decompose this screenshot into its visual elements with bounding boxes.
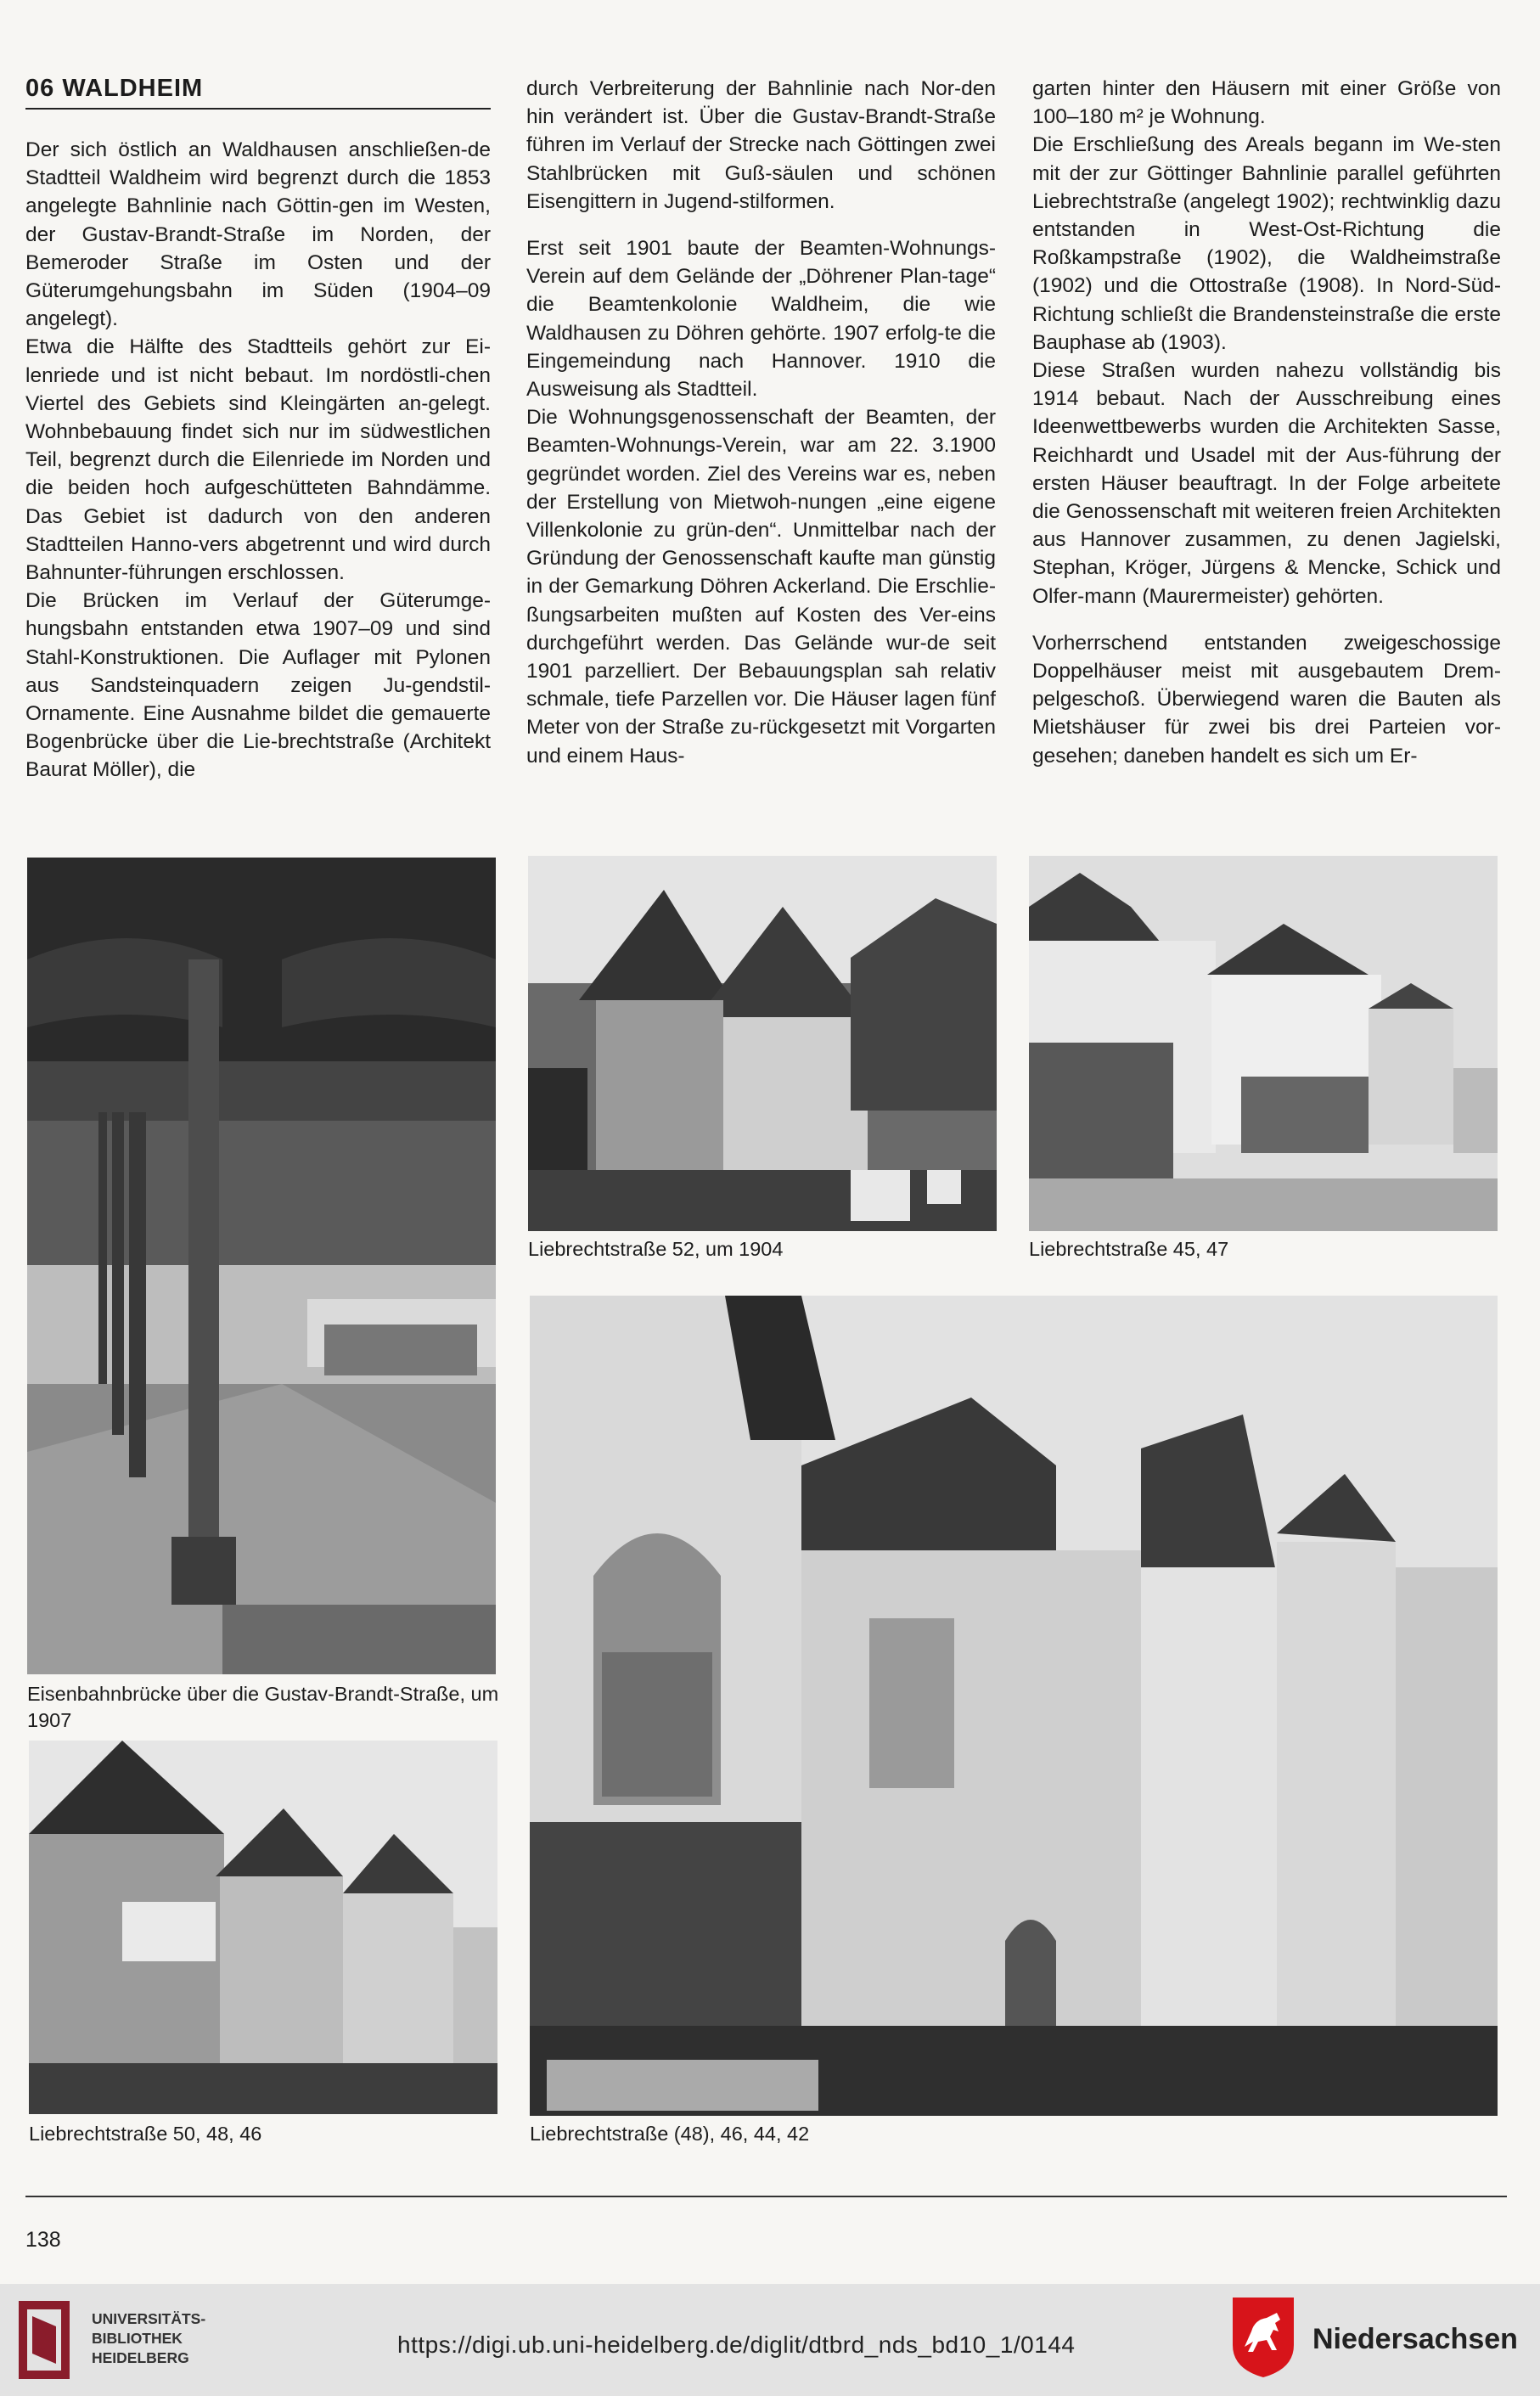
liebrechtstrasse-48-42-caption: Liebrechtstraße (48), 46, 44, 42 — [530, 2123, 810, 2145]
liebrechtstrasse-48-42-photo — [530, 1296, 1498, 2116]
text-column-1 — [25, 136, 491, 785]
text-column-3 — [1032, 75, 1501, 770]
ub-heidelberg-logo-icon — [17, 2299, 71, 2381]
footer-rule — [25, 2196, 1507, 2197]
paragraph: Vorherrschend entstanden zweigeschossige Doppelhäuser meist mit ausgebautem Drem-pelgeschoß. Überwiegend waren die Bauten als Mietshäuser für zwei bis drei Parteien vor-gesehen; daneben handelt es sich um Er- — [1032, 631, 1501, 768]
paragraph: Etwa die Hälfte des Stadtteils gehört zur Ei-lenriede und ist nicht bebaut. Im nordöstli-chen Viertel des Gebiets sind Kleingärten an-gelegt. Wohnbebauung findet sich nur im südwestlichen Teil, begrenzt durch die Eilenriede im Norden und die beiden hoch aufgeschütteten Bahndämme. Das Gebiet ist dadurch von den anderen Stadtteilen Hanno-vers abgetrennt und wird durch Bahnunter-führungen erschlossen. — [25, 335, 491, 585]
paragraph: Der sich östlich an Waldhausen anschließen-de Stadtteil Waldheim wird begrenzt durch die 1853 angelegte Bahnlinie nach Göttin-gen im Westen, der Gustav-Brandt-Straße im Norden, der Bemeroder Straße im Osten und der Güterumgehungsbahn im Süden (1904–09 angelegt). — [25, 138, 491, 331]
liebrechtstrasse-45-47-photo — [1029, 856, 1498, 1231]
liebrechtstrasse-45-47-caption: Liebrechtstraße 45, 47 — [1029, 1238, 1229, 1260]
liebrechtstrasse-52-caption: Liebrechtstraße 52, um 1904 — [528, 1238, 784, 1260]
section-title: 06 WALDHEIM — [25, 75, 491, 110]
paragraph: Diese Straßen wurden nahezu vollständig bis 1914 bebaut. Nach der Ausschreibung eines Ideenwettbewerbs wurden die Architekten Sasse, Reichhardt und Usadel mit der Aus-führung der ersten Häuser beauftragt. In der Folge arbeitete die Genossenschaft mit weiteren freien Architekten aus Hannover zusammen, zu denen Jagielski, Stephan, Kröger, Jürgens & Mencke, Schick und Olfer-mann (Maurermeister) gehörten. — [1032, 359, 1501, 608]
liebrechtstrasse-50-48-46-photo — [29, 1741, 497, 2114]
bridge-caption: Eisenbahnbrücke über die Gustav-Brandt-Straße, um 1907 — [27, 1683, 499, 1731]
liebrechtstrasse-52-photo — [528, 856, 997, 1231]
paragraph: Die Wohnungsgenossenschaft der Beamten, der Beamten-Wohnungs-Verein, war am 22. 3.1900 gegründet worden. Ziel des Vereins war es, neben der Erstellung von Mietwoh-nungen „eine eigene Villenkolonie zu grün-den“. Unmittelbar nach der Gründung der Genossenschaft kaufte man günstig in der Gemarkung Döhren Ackerland. Die Erschlie-ßungsarbeiten mußten auf Kosten des Ver-eins durchgeführt werden. Das Gelände wur-de seit 1901 parzelliert. Der Bebauungsplan sah relativ schmale, tiefe Parzellen vor. Die Häuser lagen fünf Meter von der Straße zu-rückgesetzt mit Vorgarten und einem Haus- — [526, 406, 996, 768]
bridge-photo — [27, 858, 496, 1674]
document-url[interactable]: https://digi.ub.uni-heidelberg.de/diglit/dtbrd_nds_bd10_1/0144 — [397, 2331, 1076, 2358]
liebrechtstrasse-50-48-46-caption: Liebrechtstraße 50, 48, 46 — [29, 2123, 262, 2145]
page-number: 138 — [25, 2228, 61, 2252]
paragraph: Die Brücken im Verlauf der Güterumge-hungsbahn entstanden etwa 1907–09 und sind Stahl-Konstruktionen. Die Auflager mit Pylonen aus Sandsteinquadern zeigen Ju-gendstil-Ornamente. Eine Ausnahme bildet die gemauerte Bogenbrücke über die Lie-brechtstraße (Architekt Baurat Möller), die — [25, 589, 491, 782]
niedersachsen-label[interactable]: Niedersachsen — [1312, 2323, 1518, 2355]
paragraph: Die Erschließung des Areals begann im We-sten mit der zur Göttinger Bahnlinie parallel geführten Liebrechtstraße (angelegt 1902); rechtwinklig dazu entstanden in West-Ost-Richtung die Roßkampstraße (1902), die Waldheimstraße (1902) und die Ottostraße (1908). In Nord-Süd-Richtung schließt die Brandensteinstraße die erste Bauphase ab (1903). — [1032, 133, 1501, 354]
niedersachsen-horse-logo-icon — [1229, 2294, 1297, 2379]
library-name[interactable]: UNIVERSITÄTS- BIBLIOTHEK HEIDELBERG — [92, 2310, 206, 2366]
paragraph: garten hinter den Häusern mit einer Größe von 100–180 m² je Wohnung. — [1032, 77, 1501, 129]
text-column-2 — [526, 75, 996, 770]
paragraph: Erst seit 1901 baute der Beamten-Wohnungs-Verein auf dem Gelände der „Döhrener Plan-tage“ die Beamtenkolonie Waldheim, die wie Waldhausen zu Döhren gehörte. 1907 erfolg-te die Eingemeindung nach Hannover. 1910 die Ausweisung als Stadtteil. — [526, 237, 996, 402]
paragraph: durch Verbreiterung der Bahnlinie nach Nor-den hin verändert ist. Über die Gustav-Brandt-Straße führen im Verlauf der Strecke nach Göttingen zwei Stahlbrücken mit Guß-säulen und schönen Eisengittern in Jugend-stilformen. — [526, 77, 996, 213]
